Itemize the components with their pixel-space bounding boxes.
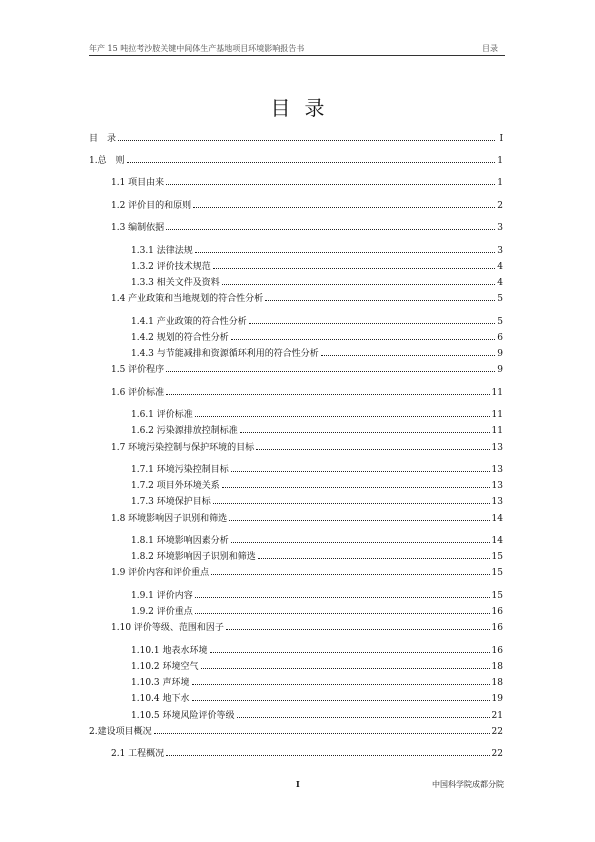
toc-entry[interactable] — [89, 478, 503, 494]
toc-entry-title: 1.8.1 环境影响因素分析 — [131, 536, 229, 547]
toc-entry-title: 1.9 评价内容和评价重点 — [111, 568, 210, 579]
toc-entry-page: 13 — [491, 465, 503, 475]
footer-organization: 中国科学院成都分院 — [432, 780, 504, 789]
toc-entry-page: 16 — [491, 623, 503, 634]
toc-entry[interactable] — [89, 175, 503, 198]
toc-leader-dots — [321, 355, 495, 356]
toc-entry-page: 11 — [491, 426, 503, 437]
toc-leader-dots — [118, 140, 495, 141]
toc-entry-page: I — [499, 134, 503, 144]
toc-entry-title: 1.10.4 地下水 — [131, 694, 190, 705]
toc-leader-dots — [222, 284, 495, 285]
toc-entry-title: 1.8 环境影响因子识别和筛选 — [111, 513, 228, 524]
page-header — [89, 42, 505, 56]
toc-entry-title: 2.1 工程概况 — [111, 748, 165, 759]
toc-entry-title: 1.4.2 规划的符合性分析 — [131, 332, 229, 343]
toc-entry-page: 16 — [491, 607, 503, 618]
toc-entry-title: 1.4 产业政策和当地规划的符合性分析 — [111, 294, 264, 305]
toc-leader-dots — [231, 339, 495, 340]
toc-entry-page: 14 — [491, 536, 503, 547]
toc-entry-page: 11 — [491, 387, 503, 398]
toc-entry-title: 1.3.1 法律法规 — [131, 245, 193, 256]
page-title: 目录 — [270, 96, 339, 120]
toc-entry-title: 1.4.1 产业政策的符合性分析 — [131, 316, 247, 327]
toc-entry-title: 1.10.3 声环境 — [131, 678, 190, 689]
toc-entry-title: 1.5 评价程序 — [111, 365, 165, 376]
toc-entry[interactable] — [89, 259, 503, 275]
toc-entry-title: 1.3 编制依据 — [111, 223, 165, 233]
toc-entry-page: 13 — [491, 481, 503, 492]
toc-entry[interactable] — [89, 494, 503, 510]
toc-entry-page: 19 — [491, 694, 503, 705]
toc-leader-dots — [127, 162, 495, 163]
toc-entry[interactable] — [89, 565, 503, 588]
toc-entry[interactable] — [89, 659, 503, 675]
toc-entry[interactable] — [89, 604, 503, 620]
toc-entry-title: 1.7 环境污染控制与保护环境的目标 — [111, 442, 255, 453]
toc-leader-dots — [166, 394, 489, 395]
toc-leader-dots — [193, 207, 495, 208]
toc-entry[interactable] — [89, 440, 503, 463]
toc-leader-dots — [166, 755, 489, 756]
toc-entry-page: 1 — [497, 156, 503, 166]
toc-leader-dots — [213, 503, 490, 504]
toc-entry[interactable] — [89, 198, 503, 221]
toc-entry-title: 1.7.2 项目外环境关系 — [131, 481, 220, 492]
toc-entry-title: 1.10.1 地表水环境 — [131, 645, 208, 656]
footer-page-number: I — [296, 779, 300, 789]
toc-entry[interactable] — [89, 346, 503, 362]
toc-entry-title: 目 录 — [89, 134, 117, 144]
toc-entry-page: 9 — [497, 348, 503, 359]
toc-entry-page: 6 — [497, 332, 503, 343]
header-section-label: 目录 — [482, 44, 498, 53]
toc-entry[interactable] — [89, 620, 503, 643]
toc-leader-dots — [195, 613, 490, 614]
toc-entry-page: 2 — [497, 200, 503, 211]
toc-entry-page: 5 — [497, 316, 503, 327]
toc-entry[interactable] — [89, 275, 503, 291]
toc-entry-page: 13 — [491, 442, 503, 453]
toc-entry-page: 22 — [491, 726, 503, 737]
toc-leader-dots — [229, 520, 489, 521]
toc-entry-title: 1.7.3 环境保护目标 — [131, 497, 211, 508]
toc-entry[interactable] — [89, 243, 503, 259]
toc-entry-title: 1.8.2 环境影响因子识别和筛选 — [131, 552, 256, 563]
toc-entry[interactable] — [89, 708, 503, 724]
toc-leader-dots — [211, 574, 489, 575]
toc-entry[interactable] — [89, 423, 503, 439]
toc-leader-dots — [256, 449, 489, 450]
toc-entry-page: 11 — [491, 410, 503, 421]
toc-entry-title: 1.10.5 环境风险评价等级 — [131, 710, 235, 721]
toc-entry-page: 15 — [491, 568, 503, 579]
toc-leader-dots — [258, 558, 490, 559]
toc-entry[interactable] — [89, 533, 503, 549]
toc-entry-title: 1.6.1 评价标准 — [131, 410, 193, 421]
toc-entry-title: 1.4.3 与节能减排和资源循环利用的符合性分析 — [131, 348, 319, 359]
toc-leader-dots — [201, 668, 490, 669]
toc-entry-page: 4 — [497, 261, 503, 272]
header-rule — [89, 55, 505, 56]
toc-entry-title: 1.1 项目由来 — [111, 178, 165, 188]
toc-leader-dots — [231, 471, 490, 472]
toc-entry-page: 13 — [491, 497, 503, 508]
toc-leader-dots — [192, 684, 490, 685]
toc-leader-dots — [213, 268, 495, 269]
toc-entry-page: 3 — [497, 223, 503, 233]
toc-leader-dots — [166, 184, 495, 185]
toc-entry-page: 14 — [491, 513, 503, 524]
toc-entry[interactable] — [89, 746, 503, 769]
toc-entry-page: 18 — [491, 678, 503, 689]
toc-entry-page: 4 — [497, 277, 503, 288]
toc-entry[interactable] — [89, 407, 503, 423]
toc-entry[interactable] — [89, 330, 503, 346]
toc-entry-title: 1.10 评价等级、范围和因子 — [111, 623, 224, 634]
table-of-contents — [89, 131, 503, 768]
toc-leader-dots — [195, 416, 490, 417]
toc-entry-page: 15 — [491, 590, 503, 601]
toc-leader-dots — [226, 629, 490, 630]
toc-entry-title: 1.9.2 评价重点 — [131, 607, 193, 618]
toc-leader-dots — [195, 597, 490, 598]
toc-leader-dots — [192, 700, 490, 701]
toc-entry[interactable] — [89, 643, 503, 659]
toc-entry-page: 3 — [497, 245, 503, 256]
toc-leader-dots — [265, 300, 495, 301]
toc-entry[interactable] — [89, 314, 503, 330]
toc-entry[interactable] — [89, 131, 503, 153]
toc-leader-dots — [195, 252, 495, 253]
toc-entry-title: 1.6 评价标准 — [111, 387, 165, 398]
toc-entry[interactable] — [89, 385, 503, 408]
toc-entry[interactable] — [89, 549, 503, 565]
toc-entry[interactable] — [89, 675, 503, 691]
toc-leader-dots — [154, 733, 490, 734]
toc-entry[interactable] — [89, 291, 503, 314]
toc-leader-dots — [166, 371, 495, 372]
toc-entry-page: 5 — [497, 294, 503, 305]
toc-leader-dots — [210, 652, 490, 653]
toc-entry[interactable] — [89, 153, 503, 175]
toc-entry-page: 9 — [497, 365, 503, 376]
toc-entry[interactable] — [89, 511, 503, 534]
toc-entry-page: 22 — [491, 748, 503, 759]
page-footer — [0, 779, 595, 793]
toc-entry[interactable] — [89, 724, 503, 746]
toc-leader-dots — [222, 487, 490, 488]
toc-entry-page: 15 — [491, 552, 503, 563]
toc-entry-title: 1.10.2 环境空气 — [131, 662, 199, 672]
toc-entry-page: 1 — [497, 178, 503, 188]
toc-entry-title: 1.9.1 评价内容 — [131, 590, 193, 601]
toc-leader-dots — [240, 432, 490, 433]
toc-leader-dots — [249, 323, 495, 324]
toc-leader-dots — [237, 717, 490, 718]
toc-entry[interactable] — [89, 362, 503, 385]
toc-entry-title: 1.3.3 相关文件及资料 — [131, 277, 220, 288]
toc-entry-title: 1.6.2 污染源排放控制标准 — [131, 426, 238, 437]
header-document-title: 年产 15 吨拉考沙胺关键中间体生产基地项目环境影响报告书 — [89, 44, 305, 53]
toc-entry-title: 1.2 评价目的和原则 — [111, 200, 192, 211]
toc-entry-page: 21 — [491, 710, 503, 721]
toc-entry-page: 18 — [491, 662, 503, 672]
toc-entry-title: 2.建设项目概况 — [89, 726, 152, 737]
toc-entry-title: 1.3.2 评价技术规范 — [131, 261, 211, 272]
toc-entry[interactable] — [89, 220, 503, 243]
toc-entry[interactable] — [89, 691, 503, 707]
toc-entry-page: 16 — [491, 645, 503, 656]
toc-entry-title: 1.7.1 环境污染控制目标 — [131, 465, 229, 475]
toc-leader-dots — [231, 542, 490, 543]
toc-entry[interactable] — [89, 462, 503, 478]
toc-entry-title: 1.总 则 — [89, 156, 125, 166]
toc-leader-dots — [166, 229, 495, 230]
toc-entry[interactable] — [89, 588, 503, 604]
